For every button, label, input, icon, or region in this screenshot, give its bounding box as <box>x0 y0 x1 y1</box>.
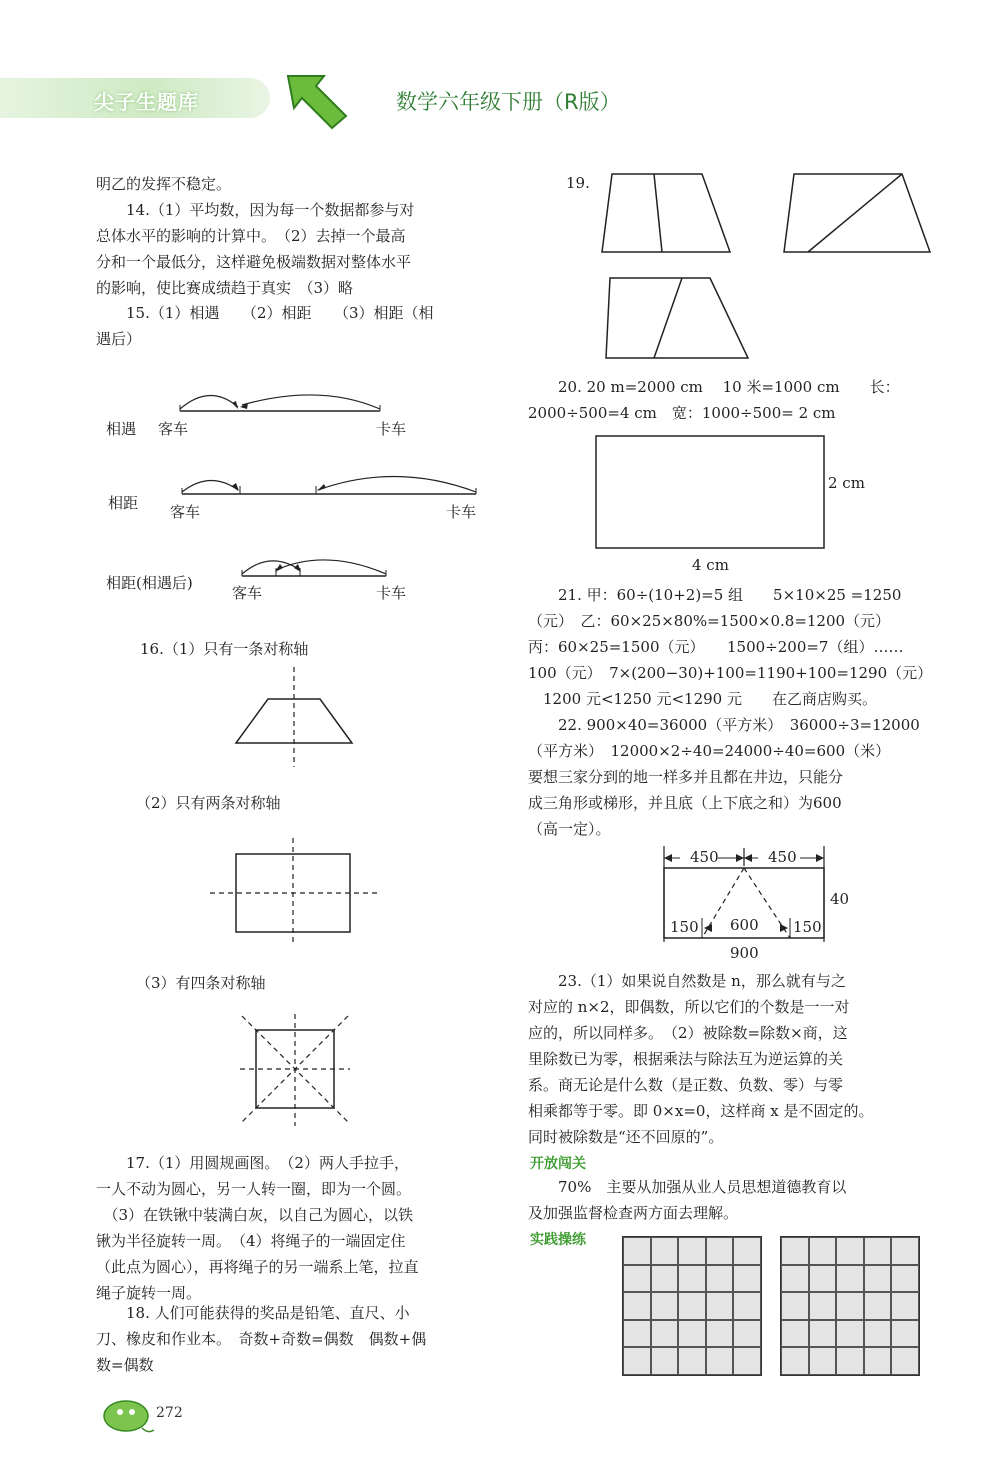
apart-after-car-b: 卡车 <box>376 584 407 602</box>
q16-part3: （3）有四条对称轴 <box>136 974 266 992</box>
q22-bottom-mid: 600 <box>730 916 759 934</box>
meet-diagram <box>170 383 400 417</box>
text-line: 14.（1）平均数，因为每一个数据都参与对 <box>96 201 415 219</box>
apart-car-a: 客车 <box>170 503 201 521</box>
apart-after-car-a: 客车 <box>232 584 263 602</box>
apart-after-diagram <box>236 550 396 582</box>
section-title-practice: 实践操练 <box>530 1232 586 1248</box>
text-line: 应的，所以同样多。 （2）被除数=除数×商，这 <box>528 1024 848 1042</box>
text-line: 刀、橡皮和作业本。 奇数+奇数=偶数 偶数+偶 <box>96 1330 427 1348</box>
section-title-open: 开放闯关 <box>530 1156 586 1172</box>
trapezoid-one-axis <box>226 665 362 769</box>
apart-car-b: 卡车 <box>446 503 477 521</box>
text-line: 及加强监督检查两方面去理解。 <box>528 1204 739 1222</box>
q20-height-label: 2 cm <box>828 474 865 492</box>
q22-height: 40 <box>830 890 850 908</box>
text-line: （平方米） 12000×2÷40=24000÷40=600（米） <box>528 742 891 760</box>
square-four-axes <box>238 1012 352 1128</box>
q22-total: 900 <box>730 944 759 962</box>
meet-car-b: 卡车 <box>376 420 407 438</box>
text-line: 23.（1）如果说自然数是 n，那么就有与之 <box>528 972 846 990</box>
text-line: 总体水平的影响的计算中。 （2）去掉一个最高 <box>96 227 406 245</box>
q22-top-left: 450 <box>690 848 719 866</box>
text-line: 18. 人们可能获得的奖品是铅笔、直尺、小 <box>96 1304 410 1322</box>
q16-part2: （2）只有两条对称轴 <box>136 794 281 812</box>
text-line: 21. 甲：60÷(10+2)=5 组 5×10×25 =1250 <box>528 586 902 604</box>
text-line: 成三角形或梯形，并且底（上下底之和）为600 <box>528 794 842 812</box>
text-line: 锹为半径旋转一周。 （4）将绳子的一端固定住 <box>96 1232 406 1250</box>
text-line: 70% 主要从加强从业人员思想道德教育以 <box>528 1178 847 1196</box>
q22-bottom-left: 150 <box>670 918 699 936</box>
text-line: 1200 元<1250 元<1290 元 在乙商店购买。 <box>528 690 877 708</box>
text-line: 同时被除数是“还不回原的”。 <box>528 1128 724 1146</box>
meet-car-a: 客车 <box>158 420 189 438</box>
q22-top-right: 450 <box>768 848 797 866</box>
q16-part1: 16.（1）只有一条对称轴 <box>140 640 309 658</box>
meet-label: 相遇 <box>106 420 137 438</box>
text-line: （此点为圆心），再将绳子的另一端系上笔，拉直 <box>96 1258 419 1276</box>
arrow-icon <box>280 66 350 130</box>
text-line: 对应的 n×2，即偶数，所以它们的个数是一一对 <box>528 998 850 1016</box>
q19-label: 19. <box>566 174 590 192</box>
apart-label: 相距 <box>108 494 139 512</box>
text-line: 17.（1）用圆规画图。 （2）两人手拉手， <box>96 1154 409 1172</box>
text-line: 遇后） <box>96 330 142 348</box>
text-line: 的影响，使比赛成绩趋于真实 （3）略 <box>96 279 354 297</box>
text-line: （3）在铁锹中装满白灰，以自己为圆心，以铁 <box>96 1206 414 1224</box>
text-line: 要想三家分到的地一样多并且都在井边，只能分 <box>528 768 844 786</box>
text-line: 绳子旋转一周。 <box>96 1284 202 1302</box>
text-line: 相乘都等于零。即 0×x=0，这样商 x 是不固定的。 <box>528 1102 874 1120</box>
practice-grid-left <box>622 1236 762 1376</box>
text-line: 22. 900×40=36000（平方米） 36000÷3=12000 <box>528 716 920 734</box>
text-line: 明乙的发挥不稳定。 <box>96 175 232 193</box>
text-line: 数=偶数 <box>96 1356 154 1374</box>
q22-bottom-right: 150 <box>793 918 822 936</box>
text-line: （高一定）。 <box>528 820 611 838</box>
mascot-icon <box>98 1396 156 1436</box>
brand-label: 尖子生题库 <box>94 90 199 114</box>
q19-trapezoids-top <box>596 168 936 268</box>
book-title: 数学六年级下册（R版） <box>396 90 621 114</box>
text-line: 100（元） 7×(200−30)+100=1190+100=1290（元） <box>528 664 933 682</box>
text-line: （元） 乙：60×25×80%=1500×0.8=1200（元） <box>528 612 891 630</box>
rectangle-two-axes <box>210 838 382 942</box>
text-line: 系。商无论是什么数（是正数、负数、零）与零 <box>528 1076 844 1094</box>
text-line: 20. 20 m=2000 cm 10 米=1000 cm 长： <box>528 378 900 396</box>
apart-after-label: 相距(相遇后) <box>106 574 193 592</box>
text-line: 丙：60×25=1500（元） 1500÷200=7（组）…… <box>528 638 904 656</box>
practice-grid-right <box>780 1236 920 1376</box>
text-line: 2000÷500=4 cm 宽：1000÷500= 2 cm <box>528 404 836 422</box>
apart-diagram <box>176 466 486 500</box>
text-line: 15.（1）相遇 （2）相距 （3）相距（相 <box>96 304 434 322</box>
page-number: 272 <box>156 1405 183 1421</box>
text-line: 分和一个最低分，这样避免极端数据对整体水平 <box>96 253 412 271</box>
text-line: 一人不动为圆心，另一人转一圈，即为一个圆。 <box>96 1180 412 1198</box>
q20-rectangle <box>590 432 830 552</box>
q19-trapezoid-bottom <box>598 272 758 364</box>
text-line: 里除数已为零，根据乘法与除法互为逆运算的关 <box>528 1050 844 1068</box>
q20-width-label: 4 cm <box>692 556 729 574</box>
